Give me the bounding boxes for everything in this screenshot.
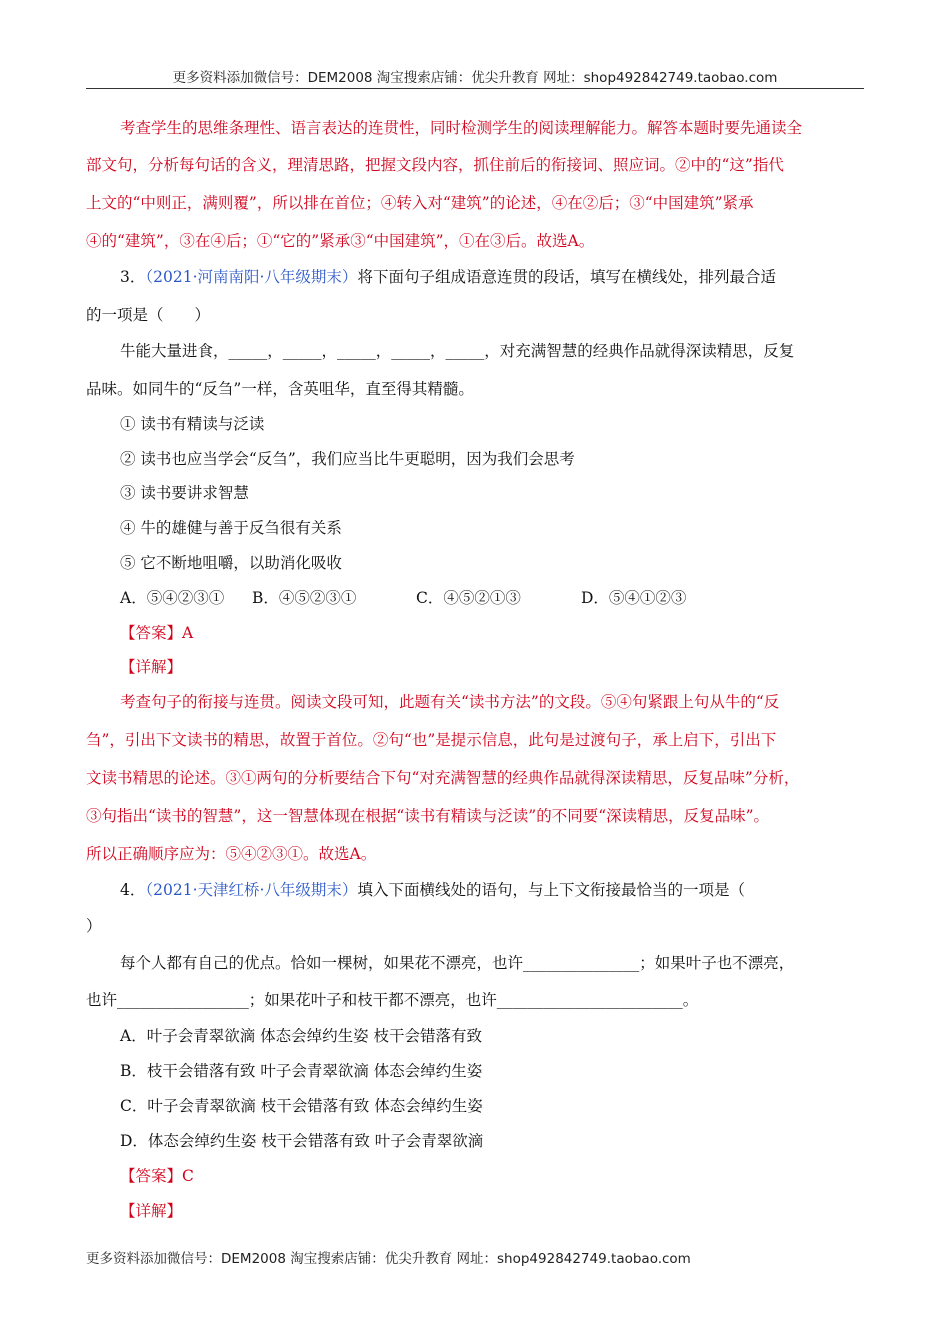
q3-passage: 品味。如同牛的“反刍”一样，含英咀华，直至得其精髓。 <box>86 380 474 398</box>
q3-source: （2021·河南南阳·八年级期末） <box>145 268 358 286</box>
q4-option-c: C．叶子会青翠欲滴 枝干会错落有致 体态会绰约生姿 <box>120 1097 483 1115</box>
q3-answer-tag: 【答案】 <box>120 624 183 642</box>
q4-option-a: A．叶子会青翠欲滴 体态会绰约生姿 枝干会错落有致 <box>120 1027 483 1045</box>
q4-passage: 每个人都有自己的优点。恰如一棵树，如果花不漂亮，也许_______________；如果叶子也不漂亮， <box>120 954 795 972</box>
q4-stem-text: 填入下面横线处的语句，与上下文衔接最恰当的一项是（ <box>357 881 745 899</box>
q4-option-b: B．枝干会错落有致 叶子会青翠欲滴 体态会绰约生姿 <box>120 1062 483 1080</box>
q3-explain-line: 刍”，引出下文读书的精思，故置于首位。②句“也”是提示信息，此句是过渡句子，承上启下，引出下 <box>86 731 777 749</box>
q3-option-a: A．⑤④②③① <box>120 589 225 607</box>
header-divider <box>86 88 864 89</box>
q4-detail-tag: 【详解】 <box>120 1202 183 1220</box>
prev-explain-line: 部文句，分析每句话的含义，理清思路，把握文段内容，抓住前后的衔接词、照应词。②中的“这”指代 <box>86 156 784 174</box>
q3-stem-text: 将下面句子组成语意连贯的段话，填写在横线处，排列最合适 <box>357 268 776 286</box>
q4-answer-value: C <box>182 1167 194 1185</box>
q3-number: 3． <box>120 268 146 286</box>
q4-stem <box>120 879 904 901</box>
q4-passage: 也许_________________；如果花叶子和枝干都不漂亮，也许________________________。 <box>86 991 699 1009</box>
q3-item: ⑤ 它不断地咀嚼，以助消化吸收 <box>120 554 342 572</box>
q4-answer <box>120 1165 904 1187</box>
q3-explain-line: ③句指出“读书的智慧”，这一智慧体现在根据“读书有精读与泛读”的不同要“深读精思，反复品味”。 <box>86 807 770 825</box>
q3-answer <box>120 622 904 644</box>
q4-answer-tag: 【答案】 <box>120 1167 183 1185</box>
q3-item: ② 读书也应当学会“反刍”，我们应当比牛更聪明，因为我们会思考 <box>120 450 575 468</box>
page-footer: 更多资料添加微信号：DEM2008 淘宝搜索店铺：优尖升教育 网址：shop492842749.taobao.com <box>86 1251 691 1267</box>
q3-option-d: D．⑤④①②③ <box>581 589 687 607</box>
prev-explain-line: 考查学生的思维条理性、语言表达的连贯性，同时检测学生的阅读理解能力。解答本题时要先通读全 <box>120 119 803 137</box>
q3-explain-line: 所以正确顺序应为：⑤④②③①。故选A。 <box>86 845 377 863</box>
q4-source: （2021·天津红桥·八年级期末） <box>145 881 358 899</box>
q3-explain-line: 文读书精思的论述。③①两句的分析要结合下句“对充满智慧的经典作品就得深读精思，反复品味”分析， <box>86 769 800 787</box>
prev-explain-line: 上文的“中则正，满则覆”，所以排在首位；④转入对“建筑”的论述，④在②后；③“中国建筑”紧承 <box>86 194 754 212</box>
q4-stem-cont: ） <box>86 917 102 935</box>
q3-option-b: B．④⑤②③① <box>252 589 357 607</box>
q3-stem <box>120 266 904 288</box>
q4-option-d: D．体态会绰约生姿 枝干会错落有致 叶子会青翠欲滴 <box>120 1132 484 1150</box>
q3-detail-tag: 【详解】 <box>120 658 183 676</box>
q4-number: 4． <box>120 881 146 899</box>
q3-answer-value: A <box>182 624 194 642</box>
q3-passage: 牛能大量进食，_____，_____，_____，_____，_____，对充满智慧的经典作品就得深读精思，反复 <box>120 342 795 360</box>
q3-item: ④ 牛的雄健与善于反刍很有关系 <box>120 519 342 537</box>
q3-item: ① 读书有精读与泛读 <box>120 415 265 433</box>
q3-item: ③ 读书要讲求智慧 <box>120 484 249 502</box>
q3-explain-line: 考查句子的衔接与连贯。阅读文段可知，此题有关“读书方法”的文段。⑤④句紧跟上句从牛的“反 <box>120 693 780 711</box>
q3-option-c: C．④⑤②①③ <box>416 589 521 607</box>
prev-explain-line: ④的“建筑”，③在④后；①“它的”紧承③“中国建筑”，①在③后。故选A。 <box>86 232 595 250</box>
q3-stem-cont: 的一项是（ ） <box>86 306 211 324</box>
page-header: 更多资料添加微信号：DEM2008 淘宝搜索店铺：优尖升教育 网址：shop492842749.taobao.com <box>172 70 778 86</box>
